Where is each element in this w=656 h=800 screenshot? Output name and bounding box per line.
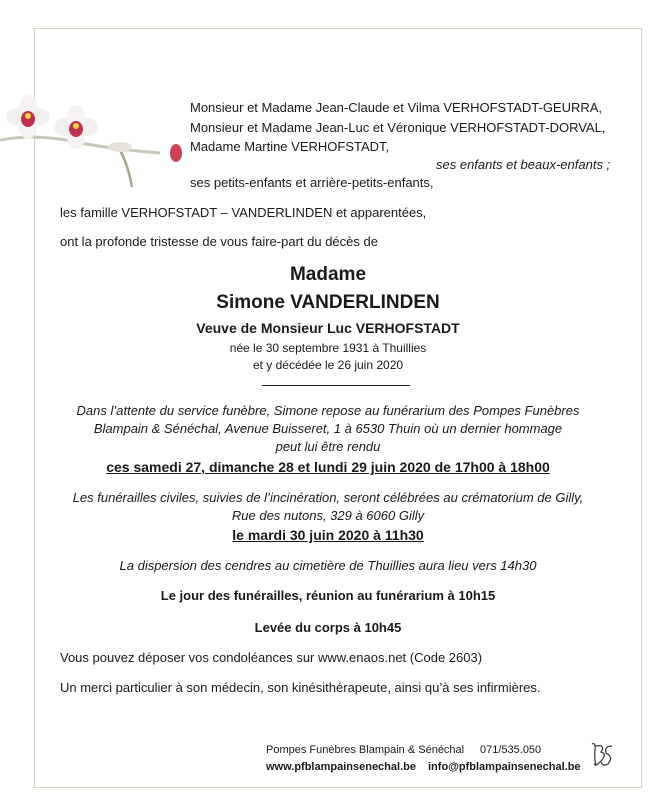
petits-enfants-line: ses petits-enfants et arrière-petits-enfants,: [190, 175, 434, 190]
footer-website[interactable]: www.pfblampainsenechal.be: [266, 761, 416, 773]
enfants-line: ses enfants et beaux-enfants ;: [436, 157, 611, 172]
visit-dates: ces samedi 27, dimanche 28 et lundi 29 juin 2020 de 17h00 à 18h00: [106, 459, 550, 475]
funerailles-line-2: Rue des nutons, 329 à 6060 Gilly: [231, 508, 425, 523]
reunion-line: Le jour des funérailles, réunion au funérarium à 10h15: [160, 588, 496, 603]
deceased-name: Simone VANDERLINDEN: [216, 292, 440, 313]
death-line: et y décédée le 26 juin 2020: [252, 358, 404, 372]
footer-phone: 071/535.050: [480, 744, 542, 756]
monogram-logo: [586, 740, 616, 770]
separator-line: [262, 385, 410, 386]
birth-line: née le 30 septembre 1931 à Thuillies: [229, 341, 427, 355]
merci-line: Un merci particulier à son médecin, son kinésithérapeute, ainsi qu’à ses infirmières.: [60, 680, 541, 695]
attente-line-3: peut lui être rendu: [275, 439, 381, 454]
veuve-line: Veuve de Monsieur Luc VERHOFSTADT: [196, 320, 460, 336]
footer-company: Pompes Funèbres Blampain & Sénéchal: [266, 744, 465, 756]
family-line-2: Monsieur et Madame Jean-Luc et Véronique VERHOFSTADT-DORVAL,: [190, 120, 606, 135]
family-line-3: Madame Martine VERHOFSTADT,: [190, 139, 390, 154]
attente-line-1: Dans l’attente du service funèbre, Simone repose au funérarium des Pompes Funèbres: [76, 403, 580, 418]
levee-line: Levée du corps à 10h45: [254, 620, 402, 635]
footer-email[interactable]: info@pfblampainsenechal.be: [428, 761, 581, 773]
family-line-1: Monsieur et Madame Jean-Claude et Vilma VERHOFSTADT-GEURRA,: [190, 100, 603, 115]
announce-line: ont la profonde tristesse de vous faire-part du décès de: [60, 234, 378, 249]
famille-line: les famille VERHOFSTADT – VANDERLINDEN et apparentées,: [60, 205, 427, 220]
attente-line-2: Blampain & Sénéchal, Avenue Buisseret, 1 à 6530 Thuin où un dernier hommage: [93, 421, 563, 436]
funerailles-line-1: Les funérailles civiles, suivies de l’incinération, seront célébrées au crématorium de Gilly,: [72, 490, 584, 505]
funeral-date: le mardi 30 juin 2020 à 11h30: [232, 527, 424, 543]
dispersion-line: La dispersion des cendres au cimetière de Thuillies aura lieu vers 14h30: [119, 558, 537, 573]
condoleances-line: Vous pouvez déposer vos condoléances sur www.enaos.net (Code 2603): [60, 650, 483, 665]
deceased-title: Madame: [289, 264, 367, 285]
orchid-flower-image: [0, 95, 200, 205]
